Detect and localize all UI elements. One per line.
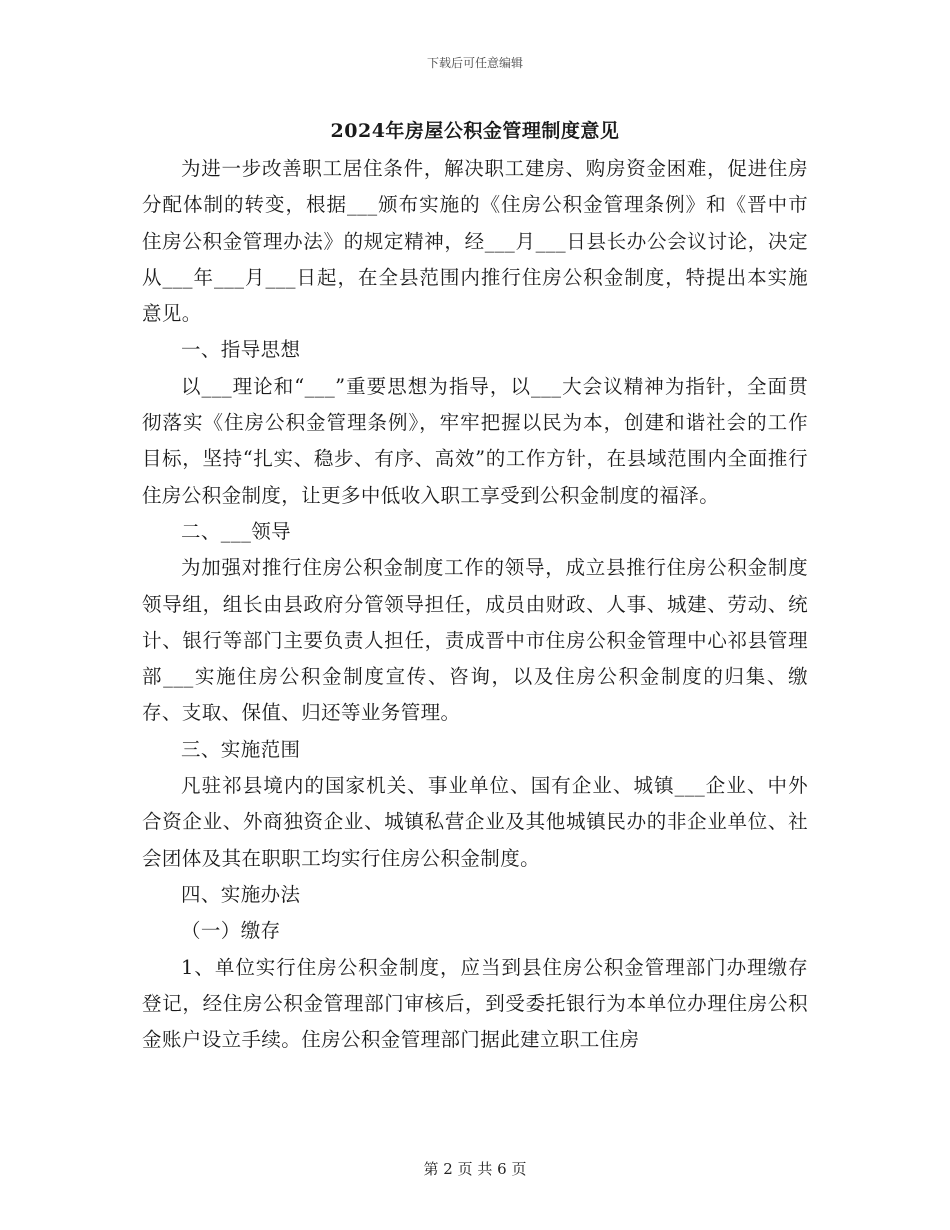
paragraph-guiding-thought: 以___理论和“___”重要思想为指导，以___大会议精神为指针，全面贯彻落实《住房公积金管理条例》，牢牢把握以民为本，创建和谐社会的工作目标，坚持“扎实、稳步、有序、高效”的工作方针，在县域范围内全面推行住房公积金制度，让更多中低收入职工享受到公积金制度的福泽。 (142, 374, 808, 507)
document-body (142, 151, 808, 1058)
page-header: 下载后可任意编辑 (426, 56, 523, 70)
document-title: 2024年房屋公积金管理制度意见 (330, 120, 620, 142)
section-heading-1: 一、指导思想 (181, 338, 301, 362)
paragraph-scope: 凡驻祁县境内的国家机关、事业单位、国有企业、城镇___企业、中外合资企业、外商独资企业、城镇私营企业及其他城镇民办的非企业单位、社会团体及其在职职工均实行住房公积金制度。 (142, 774, 808, 870)
paragraph-deposit-1: 1、单位实行住房公积金制度，应当到县住房公积金管理部门办理缴存登记，经住房公积金管理部门审核后，到受委托银行为本单位办理住房公积金账户设立手续。住房公积金管理部门据此建立职工住房 (142, 955, 808, 1052)
section-heading-3: 三、实施范围 (181, 737, 301, 761)
subsection-heading-deposit: （一）缴存 (181, 919, 281, 943)
paragraph-intro: 为进一步改善职工居住条件，解决职工建房、购房资金困难，促进住房分配体制的转变，根据___颁布实施的《住房公积金管理条例》和《晋中市住房公积金管理办法》的规定精神，经___月___日县长办公会议讨论，决定从___年___月___日起，在全县范围内推行住房公积金制度，特提出本实施意见。 (142, 157, 808, 326)
paragraph-leadership: 为加强对推行住房公积金制度工作的领导，成立县推行住房公积金制度领导组，组长由县政府分管领导担任，成员由财政、人事、城建、劳动、统计、银行等部门主要负责人担任，责成晋中市住房公积金管理中心祁县管理部___实施住房公积金制度宣传、咨询，以及住房公积金制度的归集、缴存、支取、保值、归还等业务管理。 (142, 556, 808, 725)
section-heading-2: 二、___领导 (181, 519, 292, 543)
section-heading-4: 四、实施办法 (181, 882, 301, 906)
page-number: 第 2 页 共 6 页 (423, 1160, 527, 1178)
